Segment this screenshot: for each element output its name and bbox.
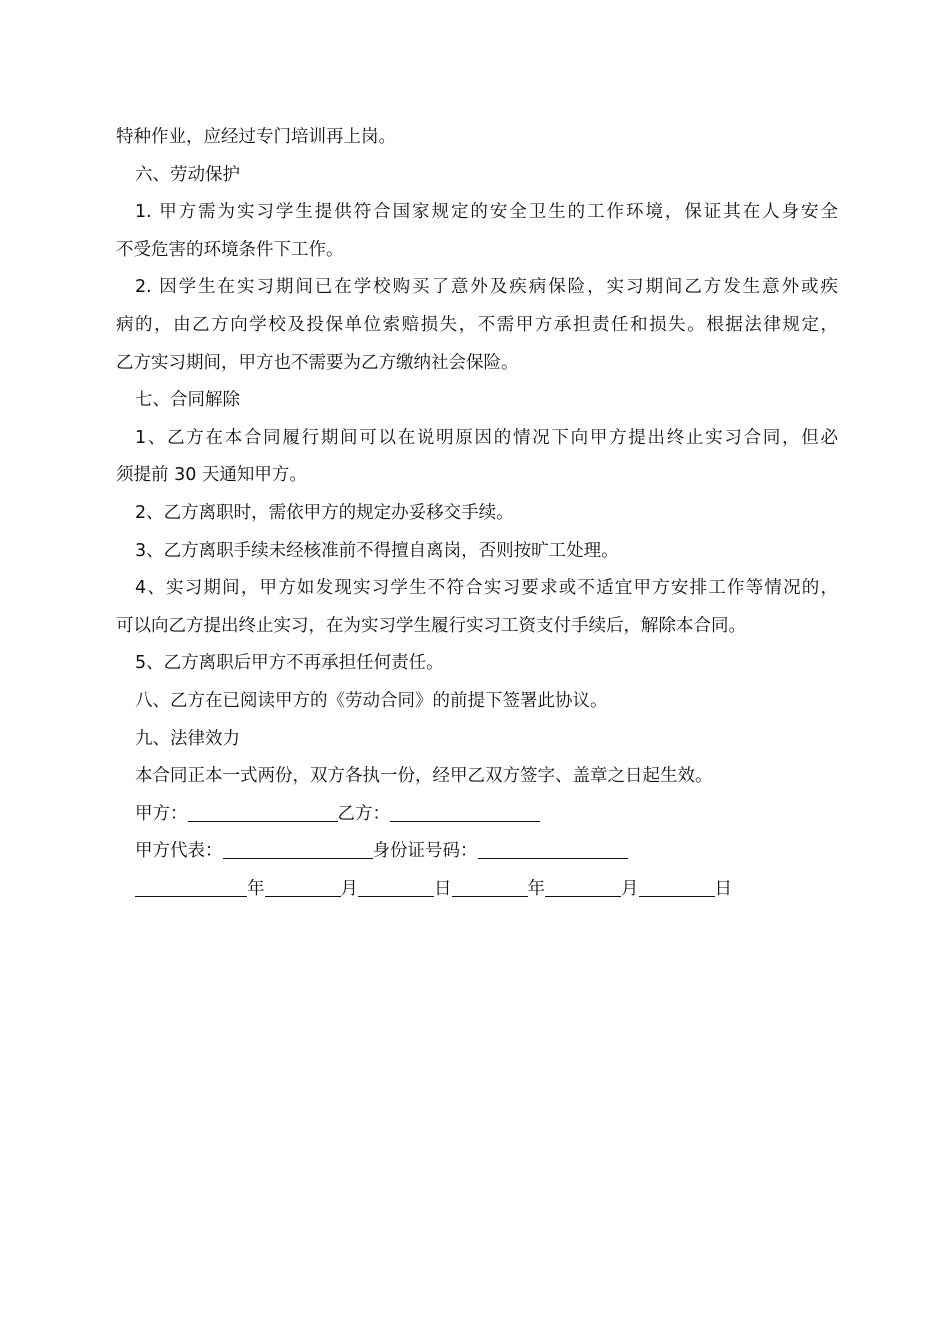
party-b-blank[interactable] — [390, 804, 540, 822]
day-label: 日 — [714, 878, 732, 899]
representative-label: 甲方代表： — [135, 841, 223, 862]
section-heading-labor-protection: 六、劳动保护 — [135, 164, 240, 185]
day-label: 日 — [434, 878, 452, 899]
contract-body — [116, 119, 838, 908]
party-a-blank[interactable] — [188, 804, 338, 822]
month-label: 月 — [621, 878, 639, 899]
year-label: 年 — [247, 878, 265, 899]
month-blank[interactable] — [545, 879, 621, 897]
paragraph-line: 本合同正本一式两份，双方各执一份，经甲乙双方签字、盖章之日起生效。 — [135, 766, 713, 787]
id-number-blank[interactable] — [478, 841, 628, 859]
year-blank[interactable] — [135, 879, 247, 897]
paragraph-line: 5、乙方离职后甲方不再承担任何责任。 — [135, 653, 444, 674]
representative-blank[interactable] — [223, 841, 373, 859]
paragraph-line: 1、乙方在本合同履行期间可以在说明原因的情况下向甲方提出终止实习合同，但必 — [135, 427, 838, 448]
signature-representative-row — [116, 833, 838, 871]
paragraph-line: 2. 因学生在实习期间已在学校购买了意外及疾病保险，实习期间乙方发生意外或疾 — [135, 277, 838, 298]
paragraph-line: 4、实习期间，甲方如发现实习学生不符合实习要求或不适宜甲方安排工作等情况的， — [135, 578, 838, 599]
year-blank[interactable] — [452, 879, 528, 897]
paragraph-line: 特种作业，应经过专门培训再上岗。 — [116, 127, 396, 147]
day-blank[interactable] — [639, 879, 715, 897]
signature-date-row — [116, 871, 838, 909]
section-heading-agreement: 八、乙方在已阅读甲方的《劳动合同》的前提下签署此协议。 — [135, 690, 608, 711]
paragraph-line: 2、乙方离职时，需依甲方的规定办妥移交手续。 — [135, 502, 514, 523]
paragraph-line: 乙方实习期间，甲方也不需要为乙方缴纳社会保险。 — [116, 352, 519, 373]
paragraph-line: 病的，由乙方向学校及投保单位索赔损失，不需甲方承担责任和损失。根据法律规定， — [116, 314, 838, 335]
signature-parties-row — [116, 796, 838, 834]
party-a-label: 甲方： — [135, 803, 188, 824]
id-number-label: 身份证号码： — [372, 841, 478, 862]
paragraph-line: 须提前 30 天通知甲方。 — [116, 465, 307, 486]
paragraph-line: 不受危害的环境条件下工作。 — [116, 239, 344, 260]
month-label: 月 — [340, 878, 358, 899]
day-blank[interactable] — [358, 879, 434, 897]
year-label: 年 — [527, 878, 545, 899]
month-blank[interactable] — [265, 879, 341, 897]
section-heading-legal-effect: 九、法律效力 — [135, 728, 240, 749]
paragraph-line: 1. 甲方需为实习学生提供符合国家规定的安全卫生的工作环境，保证其在人身安全 — [135, 202, 838, 223]
party-b-label: 乙方： — [337, 803, 390, 824]
section-heading-contract-termination: 七、合同解除 — [135, 390, 240, 411]
paragraph-line: 可以向乙方提出终止实习，在为实习学生履行实习工资支付手续后，解除本合同。 — [116, 615, 746, 636]
paragraph-line: 3、乙方离职手续未经核准前不得擅自离岗，否则按旷工处理。 — [135, 540, 619, 561]
